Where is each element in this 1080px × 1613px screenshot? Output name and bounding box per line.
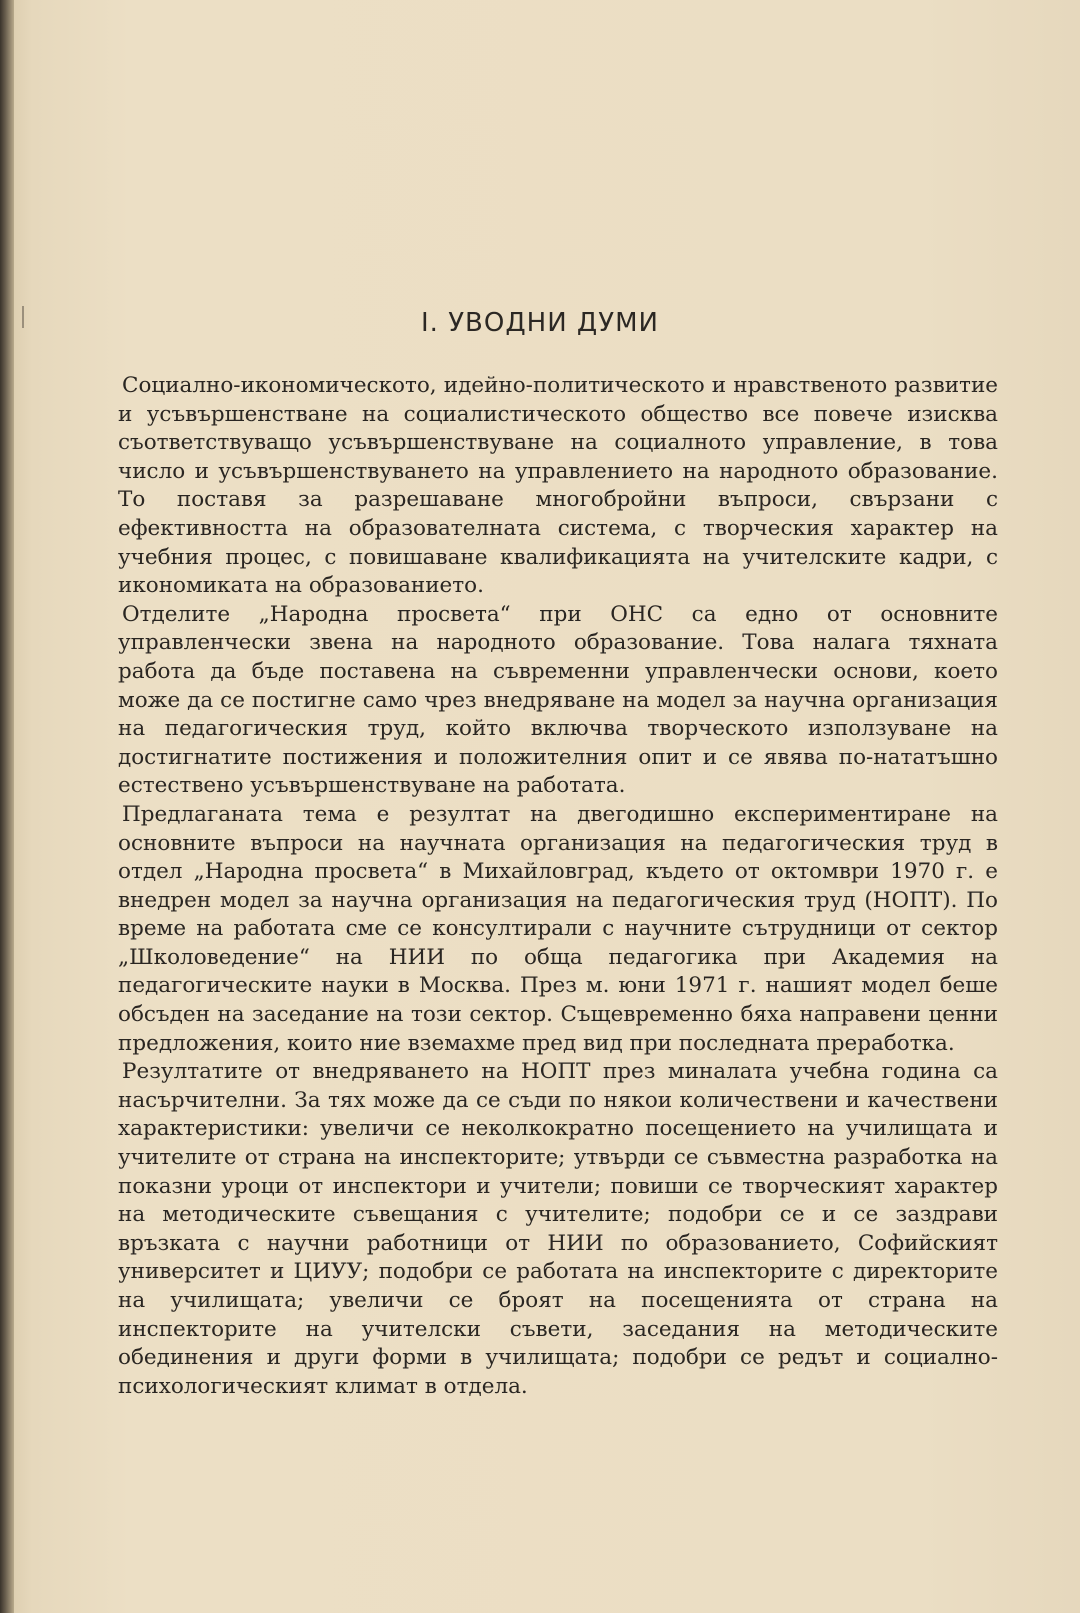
book-binding-edge — [0, 0, 14, 1613]
paragraph-1: Социално-икономическото, идейно-политическото и нравственото развитие и усъвършенстване на социалистическото общество все повече изисква съответствуващо усъвършенствуване на социалното управление, в това число и усъвършенствуването на управлението на народното образование. То поставя за разрешаване многобройни въпроси, свързани с ефективността на образователната система, с творческия характер на учебния процес, с повишаване квалификацията на учителските кадри, с икономиката на образованието. — [118, 373, 998, 599]
section-heading: I. УВОДНИ ДУМИ — [421, 308, 659, 338]
body-text — [118, 372, 998, 1401]
paragraph-2: Отделите „Народна просвета“ при ОНС са едно от основните управленчески звена на народното образование. Това налага тяхната работа да бъде поставена на съвременни управленчески основи, което може да се постигне само чрез внедряване на модел за научна организация на педагогическия труд, който включва творческото използуване на достигнатите постижения и положителния опит и се явява по-нататъшно естествено усъвършенствуване на работата. — [118, 601, 998, 799]
paragraph-3: Предлаганата тема е резултат на двегодишно експериментиране на основните въпроси на научната организация на педагогическия труд в отдел „Народна просвета“ в Михайловград, където от октомври 1970 г. е внедрен модел за научна организация на педагогическия труд (НОПТ). По време на работата сме се консултирали с научните сътрудници от сектор „Школоведение“ на НИИ по обща педагогика при Академия на педагогическите науки в Москва. През м. юни 1971 г. нашият модел беше обсъден на заседание на този сектор. Същевременно бяха направени ценни предложения, които ние вземахме пред вид при последната преработка. — [118, 801, 998, 1056]
paragraph-4: Резултатите от внедряването на НОПТ през миналата учебна година са насърчителни. За тях може да се съди по някои количествени и качествени характеристики: увеличи се неколкократно посещението на училищата и учителите от страна на инспекторите; утвърди се съвместна разработка на показни уроци от инспектори и учители; повиши се творческият характер на методическите съвещания с учителите; подобри се и се заздрави връзката с научни работници от НИИ по образованието, Софийският университет и ЦИУУ; подобри се работата на инспекторите с директорите на училищата; увеличи се броят на посещенията от страна на инспекторите на учителски съвети, заседания на методическите обединения и други форми в училищата; подобри се редът и социално-психологическият климат в отдела. — [118, 1059, 998, 1399]
